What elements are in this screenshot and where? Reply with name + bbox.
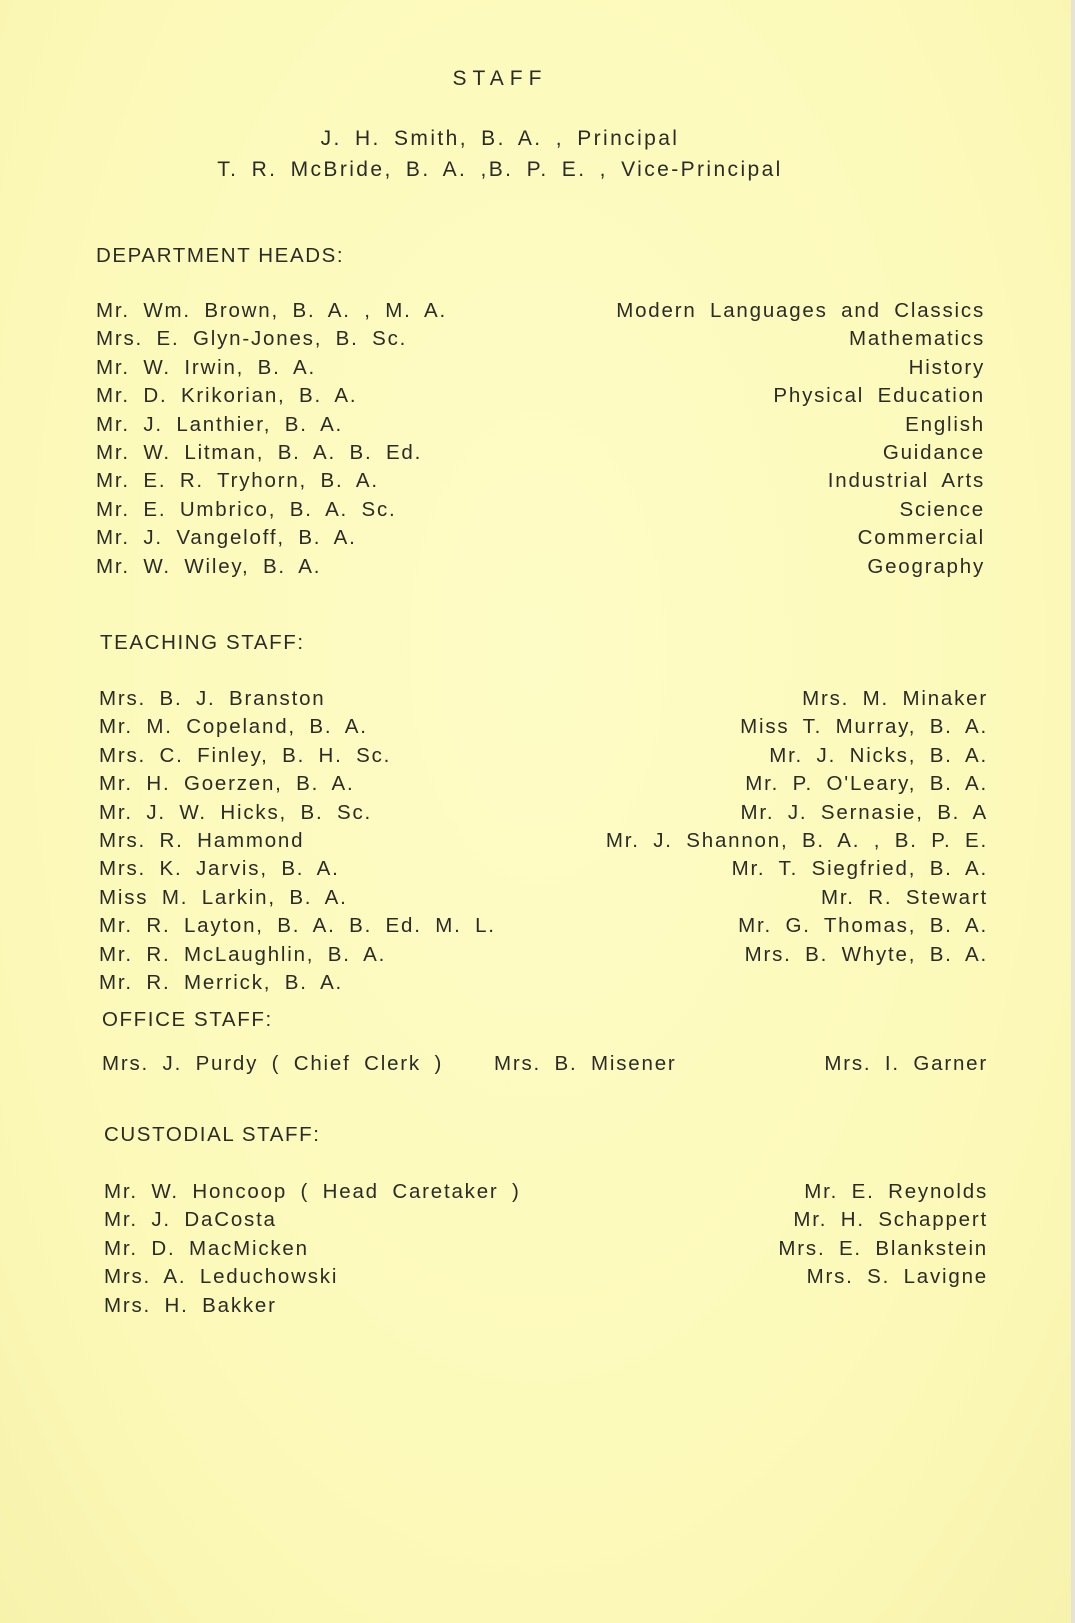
teaching-staff-member: Mr. M. Copeland, B. A. xyxy=(99,715,368,739)
custodial-staff-member: Mrs. S. Lavigne xyxy=(806,1265,988,1289)
custodial-staff-member: Mr. H. Schappert xyxy=(793,1208,988,1232)
teaching-staff-member: Mrs. K. Jarvis, B. A. xyxy=(99,857,340,881)
vice-principal-line: T. R. McBride, B. A. ,B. P. E. , Vice-Principal xyxy=(217,158,783,181)
department-names xyxy=(560,297,985,581)
teaching-staff-member: Mr. R. McLaughlin, B. A. xyxy=(99,942,387,966)
custodial-staff-member: Mrs. E. Blankstein xyxy=(778,1236,988,1260)
department-name: Geography xyxy=(867,554,985,578)
department-name: Guidance xyxy=(882,441,985,465)
office-staff-member: Mrs. I. Garner xyxy=(824,1052,988,1075)
department-name: Science xyxy=(899,497,985,521)
department-head-name: Mr. W. Litman, B. A. B. Ed. xyxy=(96,441,423,465)
teaching-staff-left-column xyxy=(99,685,496,997)
teaching-staff-member: Mrs. C. Finley, B. H. Sc. xyxy=(99,743,392,767)
custodial-staff-right-column xyxy=(700,1178,988,1292)
custodial-staff-heading: CUSTODIAL STAFF: xyxy=(104,1123,321,1146)
department-name: Physical Education xyxy=(773,384,985,408)
office-staff-member: Mrs. J. Purdy ( Chief Clerk ) xyxy=(102,1052,444,1075)
custodial-staff-left-column xyxy=(104,1178,521,1320)
teaching-staff-member: Mr. R. Merrick, B. A. xyxy=(99,971,344,995)
teaching-staff-member: Mrs. B. J. Branston xyxy=(99,687,326,710)
custodial-staff-member: Mr. D. MacMicken xyxy=(104,1236,309,1260)
teaching-staff-member: Mr. J. W. Hicks, B. Sc. xyxy=(99,800,372,824)
department-name: Mathematics xyxy=(848,327,985,351)
custodial-staff-member: Mrs. A. Leduchowski xyxy=(104,1265,339,1289)
teaching-staff-member: Mr. H. Goerzen, B. A. xyxy=(99,772,355,796)
department-head-name: Mrs. E. Glyn-Jones, B. Sc. xyxy=(96,327,408,351)
teaching-staff-member: Mr. T. Siegfried, B. A. xyxy=(731,857,988,881)
department-heads-names xyxy=(96,297,447,581)
teaching-staff-member: Mrs. B. Whyte, B. A. xyxy=(744,942,988,966)
office-staff-heading: OFFICE STAFF: xyxy=(102,1008,273,1031)
department-heads-heading: DEPARTMENT HEADS: xyxy=(96,244,345,267)
custodial-staff-member: Mrs. H. Bakker xyxy=(104,1293,277,1317)
department-head-name: Mr. J. Lanthier, B. A. xyxy=(96,412,344,436)
teaching-staff-right-column xyxy=(580,685,988,969)
department-head-name: Mr. J. Vangeloff, B. A. xyxy=(96,526,357,550)
custodial-staff-member: Mr. W. Honcoop ( Head Caretaker ) xyxy=(104,1180,521,1203)
department-name: History xyxy=(908,355,985,379)
teaching-staff-member: Mr. J. Shannon, B. A. , B. P. E. xyxy=(605,829,988,853)
department-head-name: Mr. W. Wiley, B. A. xyxy=(96,554,322,578)
teaching-staff-member: Mrs. R. Hammond xyxy=(99,829,305,853)
department-head-name: Mr. W. Irwin, B. A. xyxy=(96,355,316,379)
teaching-staff-member: Mr. J. Nicks, B. A. xyxy=(769,743,988,767)
teaching-staff-member: Mr. P. O'Leary, B. A. xyxy=(745,772,988,796)
custodial-staff-member: Mr. J. DaCosta xyxy=(104,1208,277,1232)
department-name: Commercial xyxy=(857,526,985,550)
teaching-staff-member: Mr. R. Stewart xyxy=(820,885,988,909)
teaching-staff-member: Mr. G. Thomas, B. A. xyxy=(738,914,988,938)
department-head-name: Mr. Wm. Brown, B. A. , M. A. xyxy=(96,299,447,322)
department-name: English xyxy=(905,412,985,436)
department-head-name: Mr. D. Krikorian, B. A. xyxy=(96,384,358,408)
teaching-staff-member: Mrs. M. Minaker xyxy=(802,687,988,710)
teaching-staff-member: Miss T. Murray, B. A. xyxy=(740,715,988,739)
department-head-name: Mr. E. Umbrico, B. A. Sc. xyxy=(96,497,397,521)
office-staff-member: Mrs. B. Misener xyxy=(494,1052,677,1075)
teaching-staff-member: Miss M. Larkin, B. A. xyxy=(99,885,348,909)
department-name: Industrial Arts xyxy=(827,469,985,493)
teaching-staff-member: Mr. J. Sernasie, B. A xyxy=(740,800,988,824)
custodial-staff-member: Mr. E. Reynolds xyxy=(804,1180,988,1203)
principal-line: J. H. Smith, B. A. , Principal xyxy=(320,127,680,150)
teaching-staff-heading: TEACHING STAFF: xyxy=(100,631,305,654)
page-title: STAFF xyxy=(452,67,548,90)
department-head-name: Mr. E. R. Tryhorn, B. A. xyxy=(96,469,379,493)
teaching-staff-member: Mr. R. Layton, B. A. B. Ed. M. L. xyxy=(99,914,496,938)
department-name: Modern Languages and Classics xyxy=(616,299,985,322)
page-edge xyxy=(1071,0,1075,1623)
